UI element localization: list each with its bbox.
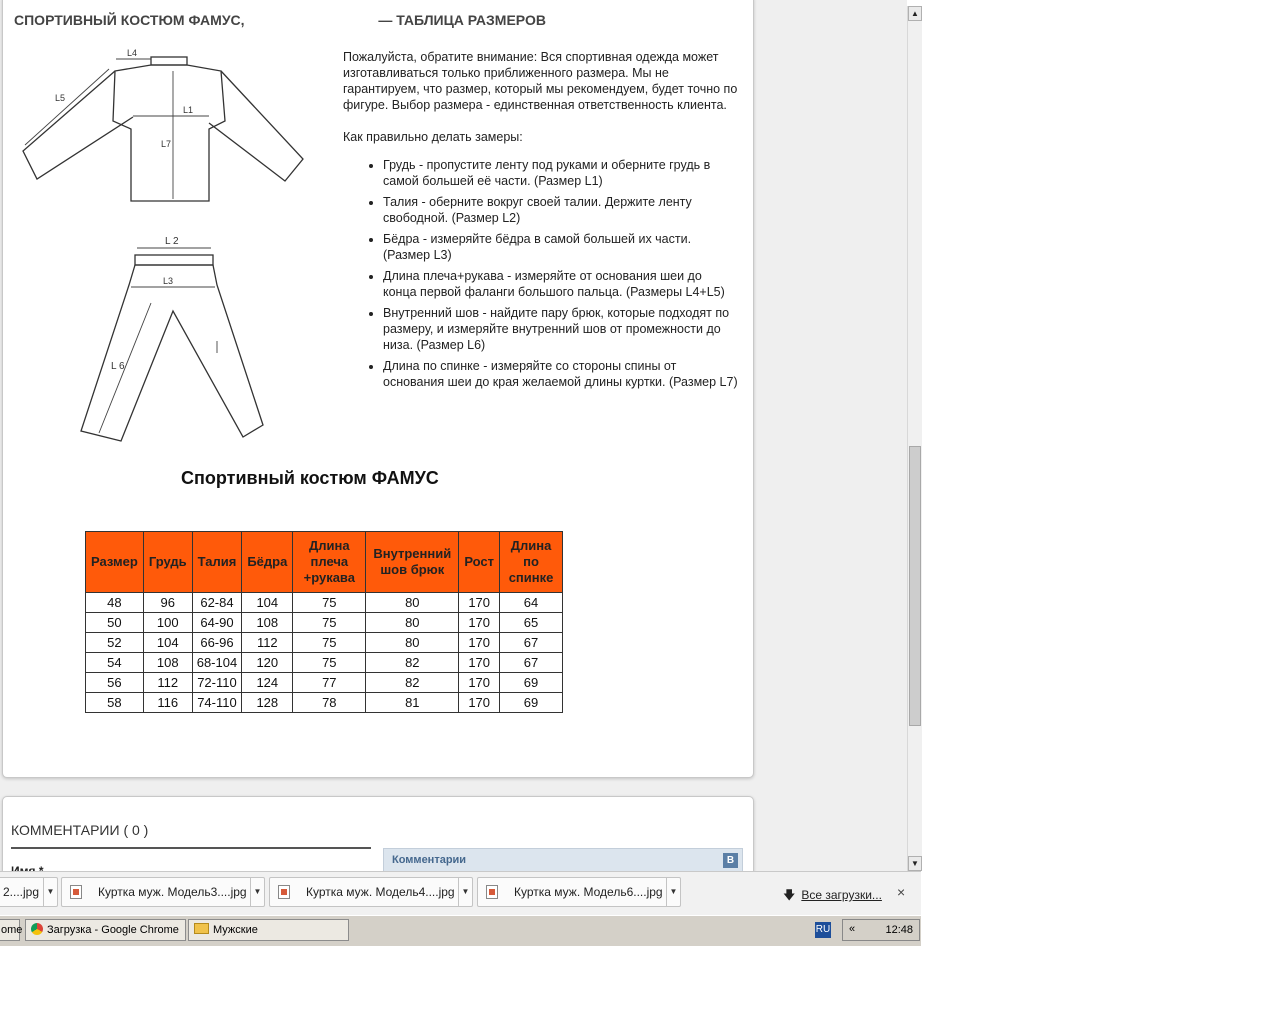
table-cell: 58 xyxy=(86,693,144,713)
measurement-list xyxy=(343,157,738,390)
size-diagram xyxy=(13,41,333,471)
measurement-info xyxy=(343,49,738,395)
table-cell: 77 xyxy=(293,673,366,693)
download-item[interactable]: Куртка муж. Модель6....jpg ▼ xyxy=(477,877,681,907)
table-cell: 66-96 xyxy=(192,633,242,653)
list-item: • Талия - оберните вокруг своей талии. Держите ленту свободной. (Размер L2) xyxy=(383,194,738,226)
label-l4: L4 xyxy=(127,48,138,58)
jacket-measure-lines xyxy=(25,59,209,199)
table-cell: 67 xyxy=(500,633,563,653)
blurred-text xyxy=(248,13,374,25)
pants-measure-lines xyxy=(99,248,217,433)
th-size: Размер xyxy=(86,532,144,593)
label-l3: L3 xyxy=(163,276,174,286)
table-cell: 124 xyxy=(242,673,293,693)
list-item: • Внутренний шов - найдите пару брюк, которые подходят по размеру, и измеряйте внутренний шов от промежности до низа. (Размер L6) xyxy=(383,305,738,353)
table-cell: 50 xyxy=(86,613,144,633)
label-l2: L 2 xyxy=(165,236,179,247)
table-cell: 65 xyxy=(500,613,563,633)
table-cell: 75 xyxy=(293,633,366,653)
table-cell: 108 xyxy=(143,653,192,673)
table-cell: 75 xyxy=(293,613,366,633)
table-cell: 120 xyxy=(242,653,293,673)
table-cell: 170 xyxy=(459,633,500,653)
table-row xyxy=(86,613,563,633)
table-cell: 52 xyxy=(86,633,144,653)
th-sleeve: Длина плеча +рукава xyxy=(293,532,366,593)
table-cell: 48 xyxy=(86,593,144,613)
table-cell: 64-90 xyxy=(192,613,242,633)
scroll-thumb[interactable] xyxy=(909,446,921,726)
list-item: • Длина по спинке - измеряйте со стороны спины от основания шеи до края желаемой длины куртки. (Размер L7) xyxy=(383,358,738,390)
list-item: • Бёдра - измеряйте бёдра в самой большей их части. (Размер L3) xyxy=(383,231,738,263)
th-inseam: Внутренний шов брюк xyxy=(366,532,459,593)
download-item[interactable]: 2....jpg ▼ xyxy=(0,877,58,907)
notice-text: Пожалуйста, обратите внимание: Вся спортивная одежда может изготавливаться только приближенного размера. Мы не гарантируем, что размер, который мы рекомендуем, будет точно по фигуре. Выбор размера - единственная ответственность клиента. xyxy=(343,50,738,112)
page-title: СПОРТИВНЫЙ КОСТЮМ ФАМУС, — ТАБЛИЦА РАЗМЕРОВ xyxy=(14,12,546,28)
chevron-down-icon[interactable]: ▼ xyxy=(250,878,264,906)
product-card xyxy=(2,0,754,778)
table-cell: 170 xyxy=(459,693,500,713)
chevron-down-icon[interactable]: ▼ xyxy=(43,878,57,906)
howto-heading: Как правильно делать замеры: xyxy=(343,130,523,144)
table-cell: 75 xyxy=(293,593,366,613)
table-cell: 75 xyxy=(293,653,366,673)
system-tray xyxy=(842,919,920,941)
chevron-down-icon[interactable]: ▼ xyxy=(458,878,472,906)
language-indicator[interactable]: RU xyxy=(815,922,831,938)
th-hips: Бёдра xyxy=(242,532,293,593)
label-l1: L1 xyxy=(183,105,194,115)
table-cell: 100 xyxy=(143,613,192,633)
taskbar-item[interactable]: ome xyxy=(0,919,20,941)
table-cell: 67 xyxy=(500,653,563,673)
table-cell: 116 xyxy=(143,693,192,713)
label-l5: L5 xyxy=(55,93,66,103)
close-icon[interactable]: × xyxy=(897,884,906,900)
list-item: • Грудь - пропустите ленту под руками и оберните грудь в самой большей её части. (Размер L1) xyxy=(383,157,738,189)
table-header-row xyxy=(86,532,563,593)
vertical-scrollbar[interactable] xyxy=(907,6,922,871)
table-cell: 108 xyxy=(242,613,293,633)
table-cell: 104 xyxy=(143,633,192,653)
table-row xyxy=(86,593,563,613)
table-cell: 82 xyxy=(366,653,459,673)
table-cell: 68-104 xyxy=(192,653,242,673)
image-file-icon xyxy=(486,885,498,899)
table-cell: 64 xyxy=(500,593,563,613)
blurred-text xyxy=(444,470,496,484)
size-table xyxy=(85,531,563,713)
list-item: • Длина плеча+рукава - измеряйте от основания шеи до конца первой фаланги большого пальца. (Размеры L4+L5) xyxy=(383,268,738,300)
chevron-down-icon[interactable]: ▼ xyxy=(666,878,680,906)
taskbar xyxy=(0,915,921,946)
taskbar-item-chrome[interactable]: Загрузка - Google Chrome xyxy=(25,919,186,941)
divider xyxy=(11,847,371,849)
table-cell: 54 xyxy=(86,653,144,673)
table-cell: 74-110 xyxy=(192,693,242,713)
table-cell: 104 xyxy=(242,593,293,613)
table-cell: 81 xyxy=(366,693,459,713)
table-cell: 72-110 xyxy=(192,673,242,693)
clock: 12:48 xyxy=(885,924,913,936)
download-item[interactable]: Куртка муж. Модель3....jpg ▼ xyxy=(61,877,265,907)
scroll-down-button[interactable]: ▼ xyxy=(908,856,922,871)
table-cell: 69 xyxy=(500,693,563,713)
table-cell: 170 xyxy=(459,653,500,673)
image-file-icon xyxy=(70,885,82,899)
th-back-length: Длина по спинке xyxy=(500,532,563,593)
folder-icon xyxy=(194,923,209,934)
table-cell: 170 xyxy=(459,593,500,613)
th-height: Рост xyxy=(459,532,500,593)
table-cell: 62-84 xyxy=(192,593,242,613)
show-all-downloads-link[interactable]: 🡇 Все загрузки... xyxy=(783,888,882,902)
chrome-icon xyxy=(31,923,43,935)
table-row xyxy=(86,673,563,693)
th-waist: Талия xyxy=(192,532,242,593)
table-cell: 69 xyxy=(500,673,563,693)
table-cell: 112 xyxy=(242,633,293,653)
download-arrow-icon: 🡇 xyxy=(783,888,796,902)
comments-title: КОММЕНТАРИИ ( 0 ) xyxy=(11,822,149,838)
vk-logo-icon: В xyxy=(723,853,738,868)
table-row xyxy=(86,633,563,653)
table-cell: 80 xyxy=(366,613,459,633)
jacket-drawing xyxy=(23,57,303,201)
table-cell: 112 xyxy=(143,673,192,693)
table-cell: 170 xyxy=(459,673,500,693)
downloads-bar xyxy=(0,871,921,916)
scroll-up-button[interactable]: ▲ xyxy=(908,6,922,21)
table-cell: 82 xyxy=(366,673,459,693)
vk-comments-title: Комментарии xyxy=(392,854,467,866)
table-cell: 56 xyxy=(86,673,144,693)
table-cell: 128 xyxy=(242,693,293,713)
table-cell: 80 xyxy=(366,593,459,613)
table-row xyxy=(86,693,563,713)
label-l7: L7 xyxy=(161,139,172,149)
image-file-icon xyxy=(278,885,290,899)
table-cell: 78 xyxy=(293,693,366,713)
tray-expand-icon[interactable]: « xyxy=(849,923,856,935)
label-l6: L 6 xyxy=(111,361,125,372)
table-row xyxy=(86,653,563,673)
taskbar-item-folder[interactable]: Мужские xyxy=(188,919,349,941)
table-title: Спортивный костюм ФАМУС xyxy=(181,468,496,489)
download-item[interactable]: Куртка муж. Модель4....jpg ▼ xyxy=(269,877,473,907)
table-cell: 170 xyxy=(459,613,500,633)
th-chest: Грудь xyxy=(143,532,192,593)
table-cell: 80 xyxy=(366,633,459,653)
table-cell: 96 xyxy=(143,593,192,613)
